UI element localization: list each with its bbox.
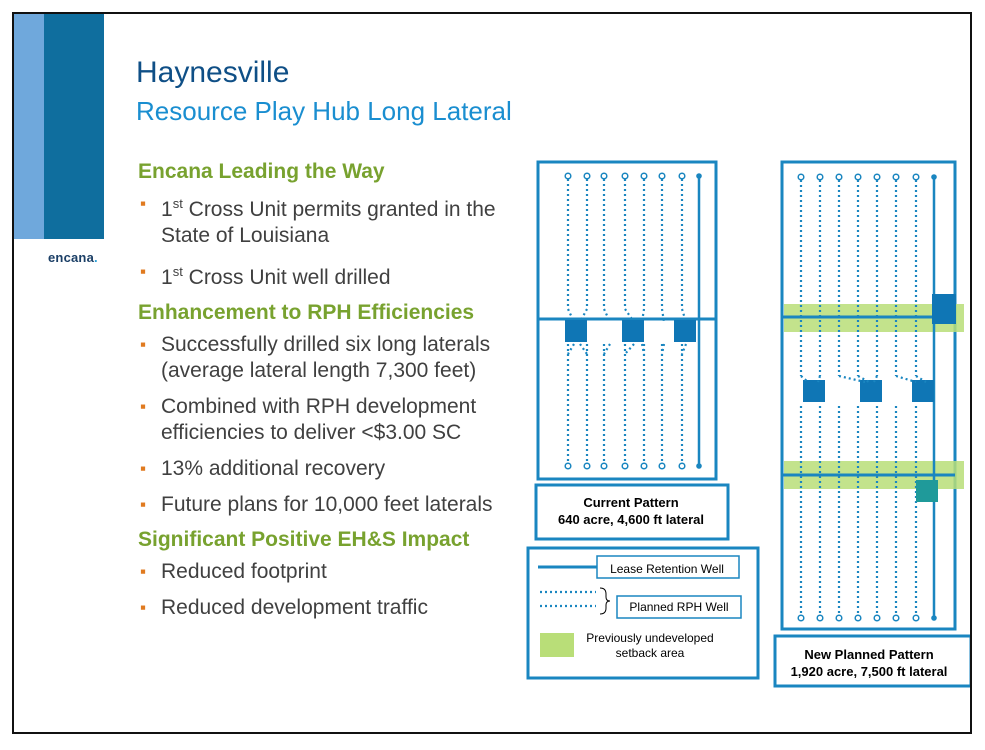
- section-heading-leading: Encana Leading the Way: [138, 160, 385, 183]
- bullet-permits: ▪ 1st Cross Unit permits granted in the State of Louisiana: [138, 191, 538, 249]
- well-head-bottom: [893, 615, 899, 621]
- well-head-bottom: [696, 463, 702, 469]
- bullet-future-plans: ▪ Future plans for 10,000 feet laterals: [140, 493, 493, 516]
- well-head-top: [601, 173, 607, 179]
- legend-planned-label: Planned RPH Well: [629, 600, 729, 614]
- rph-pad: [932, 294, 956, 324]
- bullet-footprint: ▪ Reduced footprint: [140, 560, 327, 583]
- well-head-top: [798, 174, 804, 180]
- well-head-top: [659, 173, 665, 179]
- well-head-bottom: [622, 463, 628, 469]
- well-head-top: [893, 174, 899, 180]
- bullet-marker: ▪: [140, 397, 147, 416]
- current-pattern-label: [536, 494, 726, 528]
- section-heading-ehs: Significant Positive EH&S Impact: [138, 528, 470, 551]
- bullet-marker: ▪: [140, 459, 147, 478]
- well-head-top: [679, 173, 685, 179]
- bullet-well-drilled: ▪ 1st Cross Unit well drilled: [138, 259, 538, 291]
- bullet-traffic: ▪ Reduced development traffic: [140, 596, 428, 619]
- bullet-marker: ▪: [140, 495, 147, 514]
- well-head-bottom: [836, 615, 842, 621]
- bullet-rph-efficiencies: ▪ Combined with RPH development efficiencies to deliver <$3.00 SC: [140, 395, 477, 444]
- well-head-bottom: [601, 463, 607, 469]
- well-head-top: [641, 173, 647, 179]
- well-head-bottom: [565, 463, 571, 469]
- pad-connector: [625, 344, 634, 354]
- current-pattern-title: Current Pattern: [583, 495, 679, 510]
- well-head-top: [855, 174, 861, 180]
- well-head-top: [836, 174, 842, 180]
- bullet-marker: ▪: [140, 598, 147, 617]
- well-head-bottom: [931, 615, 937, 621]
- encana-logo: encana.: [48, 250, 98, 265]
- rph-pad: [622, 320, 644, 342]
- well-head-bottom: [798, 615, 804, 621]
- well-head-bottom: [874, 615, 880, 621]
- well-pattern-diagram: [14, 14, 972, 734]
- well-head-top: [931, 174, 937, 180]
- rph-pad: [860, 380, 882, 402]
- rph-pad: [674, 320, 696, 342]
- well-head-top: [817, 174, 823, 180]
- well-head-bottom: [817, 615, 823, 621]
- rph-pad: [916, 480, 938, 502]
- well-head-top: [565, 173, 571, 179]
- slide: [12, 12, 972, 734]
- legend-setback-swatch: [540, 633, 574, 657]
- bullet-marker: ▪: [140, 562, 147, 581]
- bullet-six-laterals: ▪ Successfully drilled six long laterals (average lateral length 7,300 feet): [140, 333, 491, 382]
- new-pattern-label: [769, 646, 969, 680]
- slide-title: Haynesville: [136, 56, 290, 89]
- well-head-bottom: [584, 463, 590, 469]
- new-pattern-title: New Planned Pattern: [804, 647, 934, 662]
- well-head-top: [696, 173, 702, 179]
- well-head-top: [622, 173, 628, 179]
- well-head-top: [913, 174, 919, 180]
- current-pattern-detail: 640 acre, 4,600 ft lateral: [558, 512, 704, 527]
- new-pattern-detail: 1,920 acre, 7,500 ft lateral: [790, 664, 948, 679]
- well-head-bottom: [679, 463, 685, 469]
- well-head-top: [584, 173, 590, 179]
- bullet-marker: ▪: [140, 335, 147, 354]
- rph-pad: [912, 380, 934, 402]
- well-head-bottom: [641, 463, 647, 469]
- legend-lease-label: Lease Retention Well: [610, 562, 724, 576]
- well-head-bottom: [913, 615, 919, 621]
- legend-setback-label: Previously undeveloped setback area: [586, 631, 714, 660]
- bullet-marker: ▪: [140, 262, 147, 281]
- well-head-bottom: [855, 615, 861, 621]
- slide-subtitle: Resource Play Hub Long Lateral: [136, 96, 512, 126]
- bullet-recovery: ▪ 13% additional recovery: [140, 457, 386, 480]
- rph-pad: [803, 380, 825, 402]
- bullet-marker: ▪: [140, 194, 147, 213]
- section-heading-efficiencies: Enhancement to RPH Efficiencies: [138, 301, 475, 324]
- well-head-bottom: [659, 463, 665, 469]
- well-head-top: [874, 174, 880, 180]
- rph-pad: [565, 320, 587, 342]
